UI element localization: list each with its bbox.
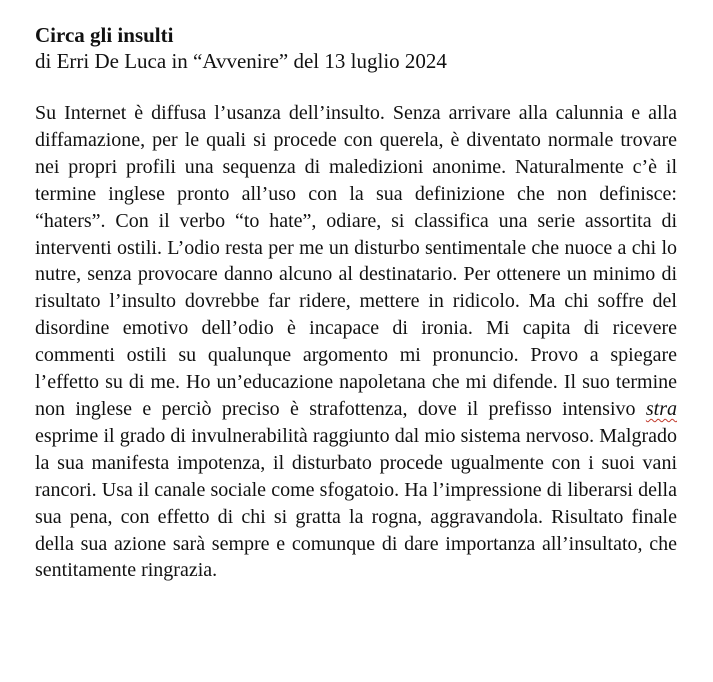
body-text-part-2: esprime il grado di invulnerabilità raggiunto dal mio sistema nervoso. Malgrado la sua manifesta impotenza, il disturbato procede ugualmente con i suoi vani rancori. Usa il canale sociale come sfogatoio. Ha l’impressione di liberarsi della sua pena, con effetto di chi si gratta la rogna, aggravandola. Risultato finale della sua azione sarà sempre e comunque di dare importanza all’insultato, che sentitamente ringrazia.	[35, 424, 677, 582]
document-body	[35, 100, 677, 584]
document-byline: di Erri De Luca in “Avvenire” del 13 luglio 2024	[35, 49, 447, 73]
emphasized-prefix: stra	[645, 397, 678, 420]
document-title: Circa gli insulti	[35, 23, 174, 47]
body-text-part-1: Su Internet è diffusa l’usanza dell’insulto. Senza arrivare alla calunnia e alla diffamazione, per le quali si procede con querela, è diventato normale trovare nei propri profili una sequenza di maledizioni anonime. Naturalmente c’è il termine inglese pronto all’uso con la sua definizione che non definisce: “haters”. Con il verbo “to hate”, odiare, si classifica una serie assortita di interventi ostili. L’odio resta per me un disturbo sentimentale che nuoce a chi lo nutre, senza provocare danno alcuno al destinatario. Per ottenere un minimo di risultato l’insulto dovrebbe far ridere, mettere in ridicolo. Ma chi soffre del disordine emotivo dell’odio è incapace di ironia. Mi capita di ricevere commenti ostili su qualunque argomento mi pronuncio. Provo a spiegare l’effetto su di me. Ho un’educazione napoletana che mi difende. Il suo termine non inglese e perciò preciso è strafottenza, dove il prefisso intensivo	[35, 102, 677, 420]
